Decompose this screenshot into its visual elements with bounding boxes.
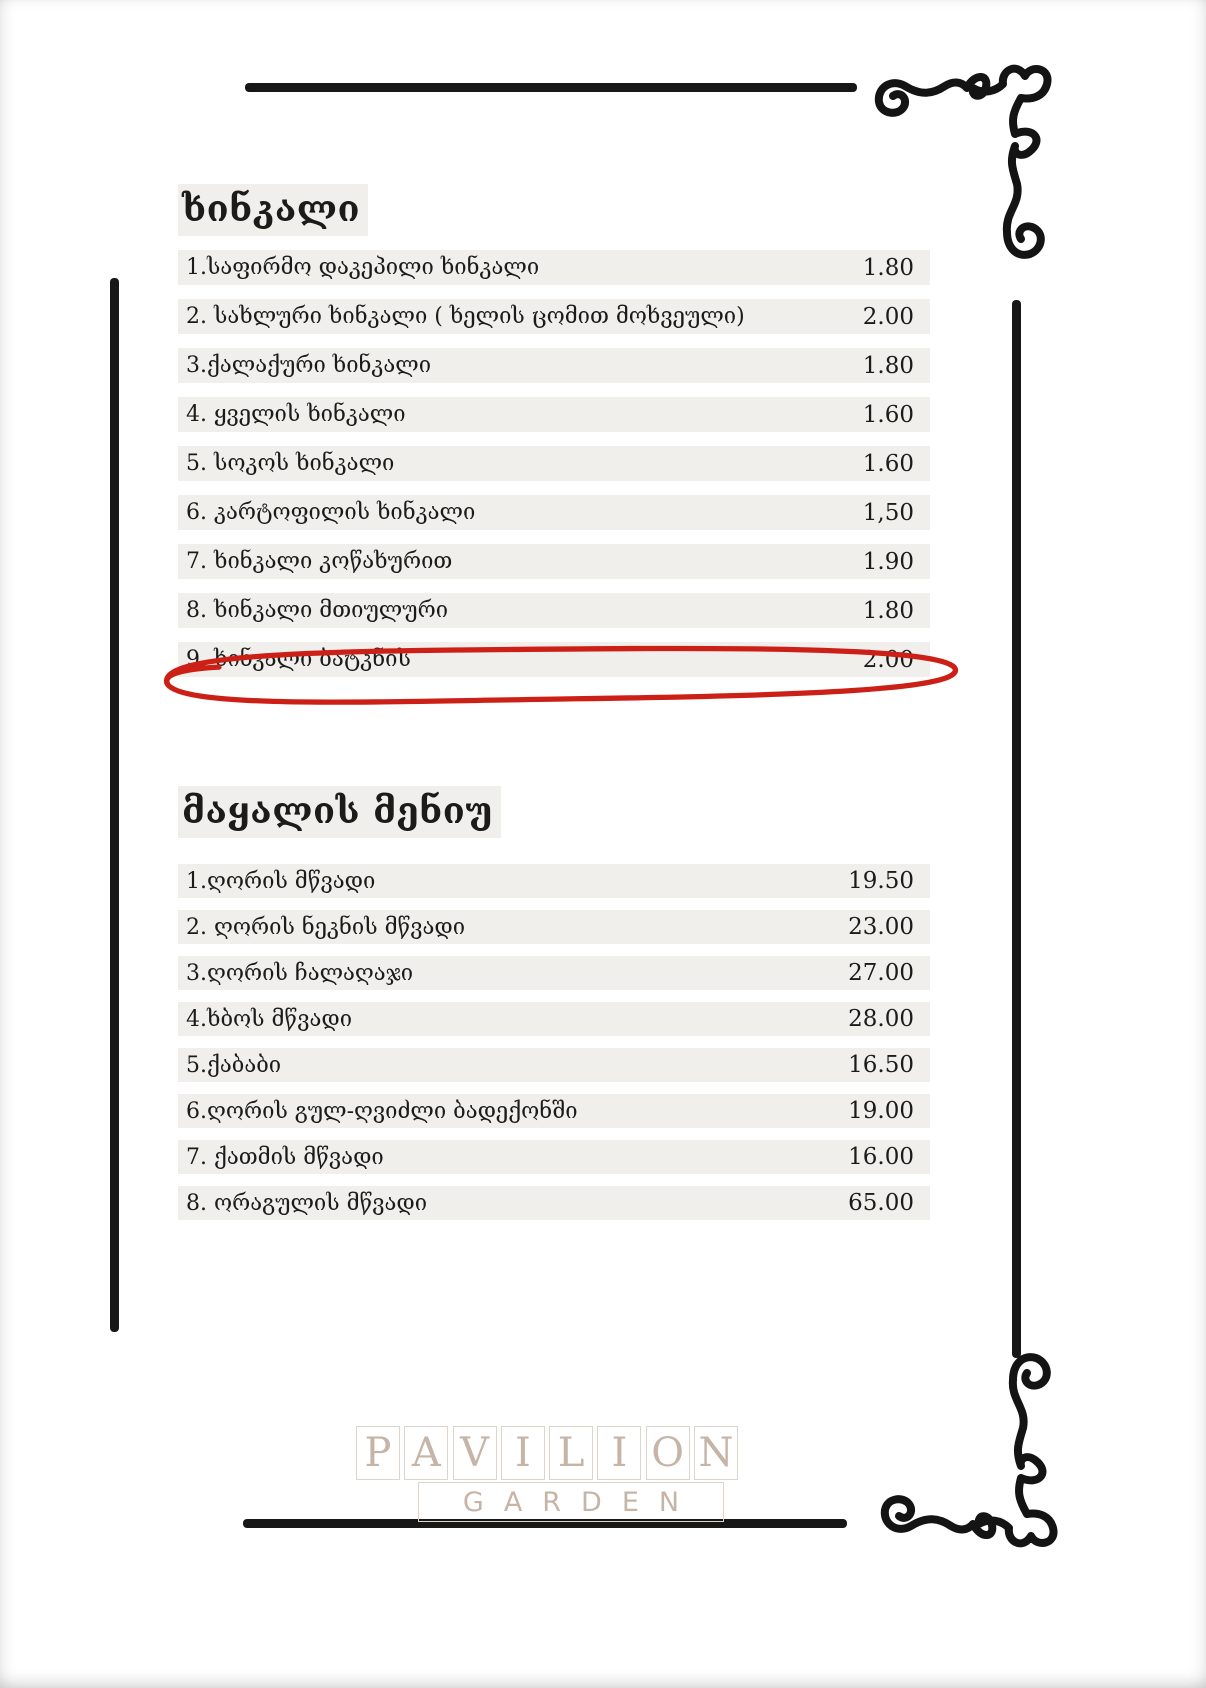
- section-title-text: ხინკალი: [178, 184, 368, 236]
- corner-flourish-heart-icon: [858, 1316, 1098, 1566]
- menu-item-row: [178, 1002, 930, 1036]
- menu-item-row: [178, 956, 930, 990]
- menu-item-price: 19.50: [848, 868, 914, 894]
- menu-item-row: [178, 299, 930, 334]
- logo-letter: N: [694, 1426, 738, 1480]
- logo-word-pavilion: [356, 1426, 738, 1480]
- menu-item-price: 19.00: [848, 1098, 914, 1124]
- menu-item-row: [178, 250, 930, 285]
- logo-letter: V: [453, 1426, 497, 1480]
- logo-letter: I: [597, 1426, 641, 1480]
- menu-item-row: [178, 593, 930, 628]
- menu-section-grill-rows: [178, 864, 930, 1232]
- menu-item-name: 6.ღორის გულ-ღვიძლი ბადექონში: [186, 1098, 578, 1124]
- logo-letter: O: [646, 1426, 690, 1480]
- logo-letter: I: [501, 1426, 545, 1480]
- menu-item-price: 1.80: [862, 597, 914, 624]
- menu-item-name: 7. ხინკალი კოწახურით: [186, 549, 453, 574]
- frame-line-top: [245, 83, 857, 92]
- menu-item-price: 16.50: [848, 1052, 914, 1078]
- menu-item-row: [178, 910, 930, 944]
- restaurant-logo: [356, 1426, 738, 1522]
- menu-item-name: 8. ხინკალი მთიულური: [186, 598, 449, 623]
- menu-item-row: [178, 864, 930, 898]
- menu-item-price: 1.80: [862, 254, 914, 281]
- menu-item-price: 16.00: [848, 1144, 914, 1170]
- menu-item-row: [178, 1048, 930, 1082]
- menu-item-row: [178, 348, 930, 383]
- menu-item-price: 27.00: [848, 960, 914, 986]
- logo-letter: A: [404, 1426, 448, 1480]
- menu-item-name: 4.ხბოს მწვადი: [186, 1006, 352, 1032]
- logo-word-garden: GARDEN: [418, 1482, 724, 1522]
- menu-item-price: 1.60: [862, 450, 914, 477]
- menu-item-row: [178, 1140, 930, 1174]
- menu-item-row: [178, 544, 930, 579]
- section-title-text: მაყალის მენიუ: [178, 786, 501, 838]
- logo-letter: P: [356, 1426, 400, 1480]
- section-title-grill-menu: [178, 786, 501, 838]
- menu-item-price: 2.00: [862, 646, 914, 673]
- menu-item-name: 9. ხინკალი ბატკნის: [186, 647, 411, 672]
- frame-line-right: [1012, 300, 1021, 1358]
- menu-item-price: 1.60: [862, 401, 914, 428]
- menu-item-name: 1.საფირმო დაკეპილი ხინკალი: [186, 255, 540, 280]
- menu-item-price: 1.80: [862, 352, 914, 379]
- menu-item-name: 2. ღორის ნეკნის მწვადი: [186, 914, 466, 940]
- menu-item-name: 5. სოკოს ხინკალი: [186, 451, 395, 476]
- menu-item-price: 65.00: [848, 1190, 914, 1216]
- menu-item-name: 7. ქათმის მწვადი: [186, 1144, 384, 1170]
- menu-item-name: 5.ქაბაბი: [186, 1052, 282, 1078]
- menu-item-name: 6. კარტოფილის ხინკალი: [186, 500, 476, 525]
- menu-item-row: [178, 1094, 930, 1128]
- menu-item-row: [178, 495, 930, 530]
- menu-item-name: 3.ღორის ჩალაღაჯი: [186, 960, 414, 986]
- menu-item-price: 1,50: [862, 499, 914, 526]
- menu-item-name: 4. ყველის ხინკალი: [186, 402, 406, 427]
- frame-line-left: [110, 278, 119, 1332]
- menu-item-price: 28.00: [848, 1006, 914, 1032]
- menu-item-price: 23.00: [848, 914, 914, 940]
- menu-item-price: 1.90: [862, 548, 914, 575]
- menu-item-price: 2.00: [862, 303, 914, 330]
- menu-item-row: [178, 1186, 930, 1220]
- menu-item-name: 8. ორაგულის მწვადი: [186, 1190, 428, 1216]
- menu-item-name: 2. სახლური ხინკალი ( ხელის ცომით მოხვეული): [186, 304, 745, 329]
- logo-letter: L: [549, 1426, 593, 1480]
- menu-item-name: 3.ქალაქური ხინკალი: [186, 353, 432, 378]
- section-title-khinkali: [178, 184, 368, 236]
- menu-item-row: [178, 397, 930, 432]
- menu-item-row: [178, 446, 930, 481]
- menu-item-row: [178, 642, 930, 677]
- menu-item-name: 1.ღორის მწვადი: [186, 868, 376, 894]
- menu-section-khinkali-rows: [178, 250, 930, 691]
